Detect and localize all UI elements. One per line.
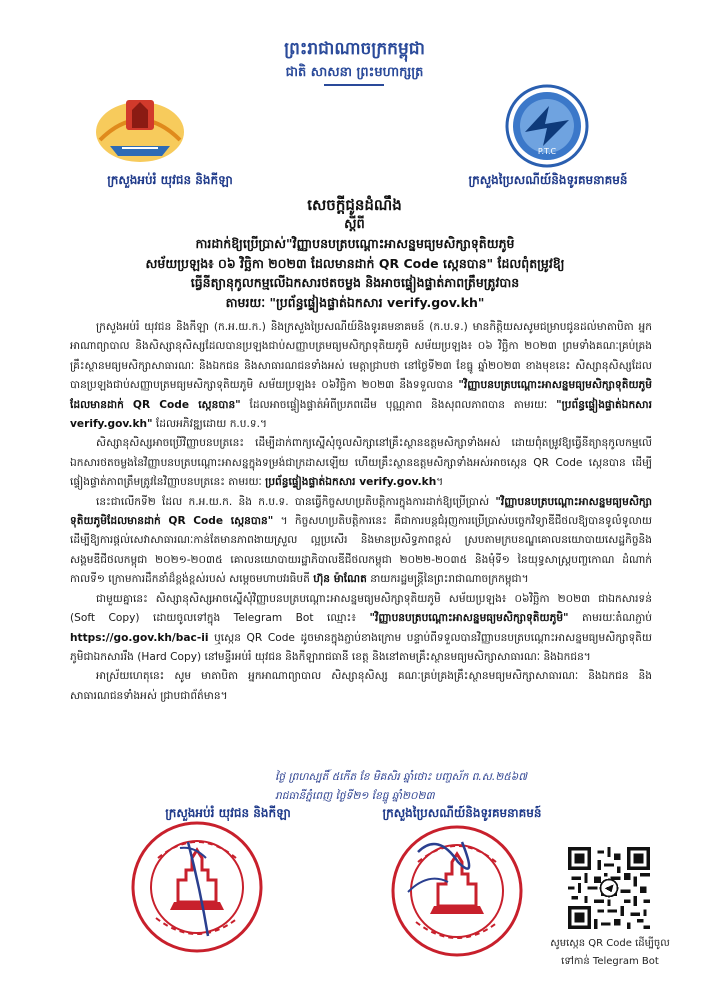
notice-re: ស្តីពី bbox=[344, 217, 365, 232]
para3-tail: ។ កិច្ចសហប្រតិបត្តិការនេះ គឺជាការបន្តជំរុញការប្រើប្រាស់បច្ចេកវិទ្យាឌីជីថលឱ្យបានទូលំទូលាយ ដើម្បីឱ្យការផ្តល់សេវាសាធារណៈកាន់តែមានភាពងាយស្រួល ល្អប្រសើរ និងមានប្រសិទ្ធភាពខ្ពស់ ស្របតាមក្របខណ្ឌគោលនយោបាយសេដ្ឋកិច្ចនិងសង្គមឌីជីថលកម្ពុជា ២០២១-២០៣៥ គោលនយោបាយរដ្ឋាភិបាលឌីជីថលកម្ពុជា ២០២២-២០៣៥ និងមុំទី១ នៃយុទ្ធសាស្ត្របញ្ចកោណ ដំណាក់កាលទី១ ក្រោមការដឹកនាំដ៏ខ្ពង់ខ្ពស់របស់ សម្តេចមហាបវរធិបតី bbox=[70, 515, 653, 586]
ministry-right-name: ក្រសួងប្រៃសណីយ៍និងទូរគមនាគមន៍ bbox=[468, 173, 628, 187]
para5-text: អាស្រ័យហេតុនេះ សូម មាតាបិតា អ្នកអាណាព្យាបាល សិស្សានុសិស្ស គណៈគ្រប់គ្រងគ្រឹះស្ថានមធ្យមសិក្សាសាធារណៈ និងឯកជន និងសាធារណជនទាំងអស់ ជ្រាបជាព័ត៌មាន។ bbox=[70, 670, 652, 702]
subject-line-1: ការដាក់ឱ្យប្រើប្រាស់"វិញ្ញាបនបត្របណ្តោះអាសន្នមធ្យមសិក្សាទុតិយភូមិ bbox=[195, 236, 515, 251]
para4-bold: "វិញ្ញាបនបត្របណ្តោះអាសន្នមធ្យមសិក្សាទុតិយភូមិ" bbox=[369, 612, 569, 625]
signature-right-title: ក្រសួងប្រៃសណីយ៍និងទូរគមនាគមន៍ bbox=[382, 806, 542, 820]
paragraph-4 bbox=[70, 590, 652, 668]
ministry-left-name: ក្រសួងអប់រំ យុវជន និងកីឡា bbox=[107, 173, 233, 187]
bac-ii-link[interactable]: https://go.gov.kh/bac-ii bbox=[70, 631, 209, 644]
para4-end: ឬស្កេន QR Code ដូចមានក្នុងភ្ជាប់ខាងក្រោម បន្ទាប់ពីទទួលបានវិញ្ញាបនបត្របណ្តោះអាសន្នមធ្យមសិក្សាទុតិយភូមិជាឯកសាររឹង (Hard Copy) នៅមន្ទីរអប់រំ យុវជន និងកីឡារាជធានី ខេត្ត និងនៅតាមគ្រឹះស្ថានមធ្យមសិក្សាសាធារណៈ និងឯកជន។ bbox=[70, 631, 652, 663]
paragraph-1 bbox=[70, 318, 652, 434]
para3-end: នាយករដ្ឋមន្ត្រីនៃព្រះរាជាណាចក្រកម្ពុជា។ bbox=[370, 573, 529, 586]
qr-caption-line-1: សូមស្កេន QR Code ដើម្បីចូល bbox=[550, 938, 670, 949]
subject-line-2: សម័យប្រឡង៖ ០៦ វិច្ឆិកា ២០២៣ ដែលមានដាក់ QR Code ស្កេនបាន" ដែលពុំតម្រូវឱ្យ bbox=[145, 255, 565, 271]
paragraph-3 bbox=[70, 493, 652, 590]
signature-left-title: ក្រសួងអប់រំ យុវជន និងកីឡា bbox=[165, 806, 291, 820]
qr-caption-line-2: ទៅកាន់ Telegram Bot bbox=[561, 956, 659, 967]
para1-bold2: "ប្រព័ន្ធផ្ទៀងផ្ទាត់ឯកសារ verify.gov.kh" bbox=[70, 398, 652, 431]
moeys-seal-icon bbox=[128, 818, 266, 956]
ornament-divider bbox=[324, 84, 384, 90]
subject-line-4: តាមរយៈ "ប្រព័ន្ធផ្ទៀងផ្ទាត់ឯកសារ verify.gov.kh" bbox=[225, 294, 485, 310]
subject-line-3: ធ្វើនីត្យានុកូលកម្មលើឯកសារថតចម្លង និងអាចផ្ទៀងផ្ទាត់ភាពត្រឹមត្រូវបាន bbox=[190, 275, 520, 290]
paragraph-5 bbox=[70, 667, 652, 706]
mptc-logo-icon bbox=[505, 84, 589, 168]
para3-text: នេះជាលើកទី២ ដែល ក.អ.យ.ក. និង ក.ប.ទ. បានធ្វើកិច្ចសហប្រតិបត្តិការក្នុងការដាក់ឱ្យប្រើប្រាស់ bbox=[96, 495, 490, 508]
logo-right-label: P.T.C bbox=[537, 147, 557, 156]
national-motto: ជាតិ សាសនា ព្រះមហាក្សត្រ bbox=[285, 65, 424, 80]
para1-end: ដែលអភិវឌ្ឍដោយ ក.ប.ទ.។ bbox=[155, 418, 267, 431]
date-block bbox=[275, 768, 665, 806]
para1-bold: "វិញ្ញាបនបត្របណ្តោះអាសន្នមធ្យមសិក្សាទុតិយភូមិដែលមានដាក់ QR Code ស្កេនបាន" bbox=[70, 379, 652, 411]
paragraph-2 bbox=[70, 434, 652, 492]
notice-title: សេចក្តីជូនដំណឹង bbox=[307, 196, 402, 214]
telegram-qr-code-icon[interactable] bbox=[568, 847, 650, 929]
solar-date: រាជធានីភ្នំពេញ ថ្ងៃទី២១ ខែធ្នូ ឆ្នាំ២០២៣ bbox=[275, 790, 435, 802]
para4-text: ជាមួយគ្នានេះ សិស្សានុសិស្សអាចស្នើសុំវិញ្ញាបនបត្របណ្តោះអាសន្នមធ្យមសិក្សាទុតិយភូមិ សម័យប្រឡង៖ ០៦វិច្ឆិកា ២០២៣ ជាឯកសារទន់ (Soft Copy) ដោយចូលទៅក្នុង Telegram Bot ឈ្មោះ៖ bbox=[70, 592, 652, 625]
mptc-seal-icon bbox=[388, 822, 526, 960]
para1-tail: ដែលអាចផ្ទៀងផ្ទាត់អំពីប្រភពដើម បុណ្ណភាព និងសុពលភាពបាន តាមរយៈ bbox=[249, 398, 548, 411]
para2-text: សិស្សានុសិស្សអាចប្រើវិញ្ញាបនបត្រនេះ ដើម្បីដាក់ពាក្យស្នើសុំចូលសិក្សានៅគ្រឹះស្ថានឧត្តមសិក្សាទាំងអស់ ដោយពុំតម្រូវឱ្យធ្វើនីត្យានុកូលកម្មលើឯកសារថតចម្លងនៃវិញ្ញាបនបត្របណ្តោះអាសន្នក្នុងទម្រង់ជាក្រដាសឡើយ ហើយគ្រឹះស្ថានឧត្តមសិក្សាទាំងអស់អាចស្កេន QR Code ស្កេនបាន ដើម្បីផ្ទៀងផ្ទាត់ភាពត្រឹមត្រូវនៃវិញ្ញាបនបត្រនេះ តាមរយៈ bbox=[70, 437, 652, 489]
para2-bold: ប្រព័ន្ធផ្ទៀងផ្ទាត់ឯកសារ verify.gov.kh bbox=[265, 476, 437, 489]
kingdom-heading: ព្រះរាជាណាចក្រកម្ពុជា bbox=[284, 39, 425, 59]
notice-body bbox=[70, 318, 652, 706]
para3-bold2: ហ៊ុន ម៉ាណែត bbox=[313, 573, 367, 586]
lunar-date: ថ្ងៃ ព្រហស្បតិ៍ ៥កើត ខែ មិគសិរ ឆ្នាំថោះ បញ្ចស័ក ព.ស.២៥៦៧ bbox=[275, 771, 527, 783]
para3-bold: "វិញ្ញាបនបត្របណ្តោះអាសន្នមធ្យមសិក្សាទុតិយភូមិដែលមានដាក់ QR Code ស្កេនបាន" bbox=[70, 495, 652, 528]
para2-end: ។ bbox=[436, 476, 444, 489]
para1-text: ក្រសួងអប់រំ យុវជន និងកីឡា (ក.អ.យ.ក.) និងក្រសួងប្រៃសណីយ៍និងទូរគមនាគមន៍ (ក.ប.ទ.) មានកិត្តិយសសូមជម្រាបជូនដល់មាតាបិតា អ្នកអាណាព្យាបាល និងសិស្សានុសិស្សដែលបានប្រឡងជាប់សញ្ញាបត្រមធ្យមសិក្សាទុតិយភូមិ សម័យប្រឡង៖ ០៦ វិច្ឆិកា ២០២៣ ព្រមទាំងគណៈគ្រប់គ្រងគ្រឹះស្ថានមធ្យមសិក្សាសាធារណៈ និងឯកជន និងសាធារណជនទាំងអស់ មេត្តាជ្រាបថា នៅថ្ងៃទី២៣ ខែធ្នូ ឆ្នាំ២០២៣ ខាងមុខនេះ សិស្សានុសិស្សដែលបានប្រឡងជាប់សញ្ញាបត្រមធ្យមសិក្សាទុតិយភូមិ សម័យប្រឡង៖ ០៦វិច្ឆិកា ២០២៣ នឹងទទួលបាន bbox=[70, 321, 652, 392]
subject-block bbox=[60, 234, 650, 312]
moeys-logo-icon bbox=[92, 88, 188, 166]
para4-tail: តាមរយៈតំណភ្ជាប់ bbox=[582, 612, 653, 625]
